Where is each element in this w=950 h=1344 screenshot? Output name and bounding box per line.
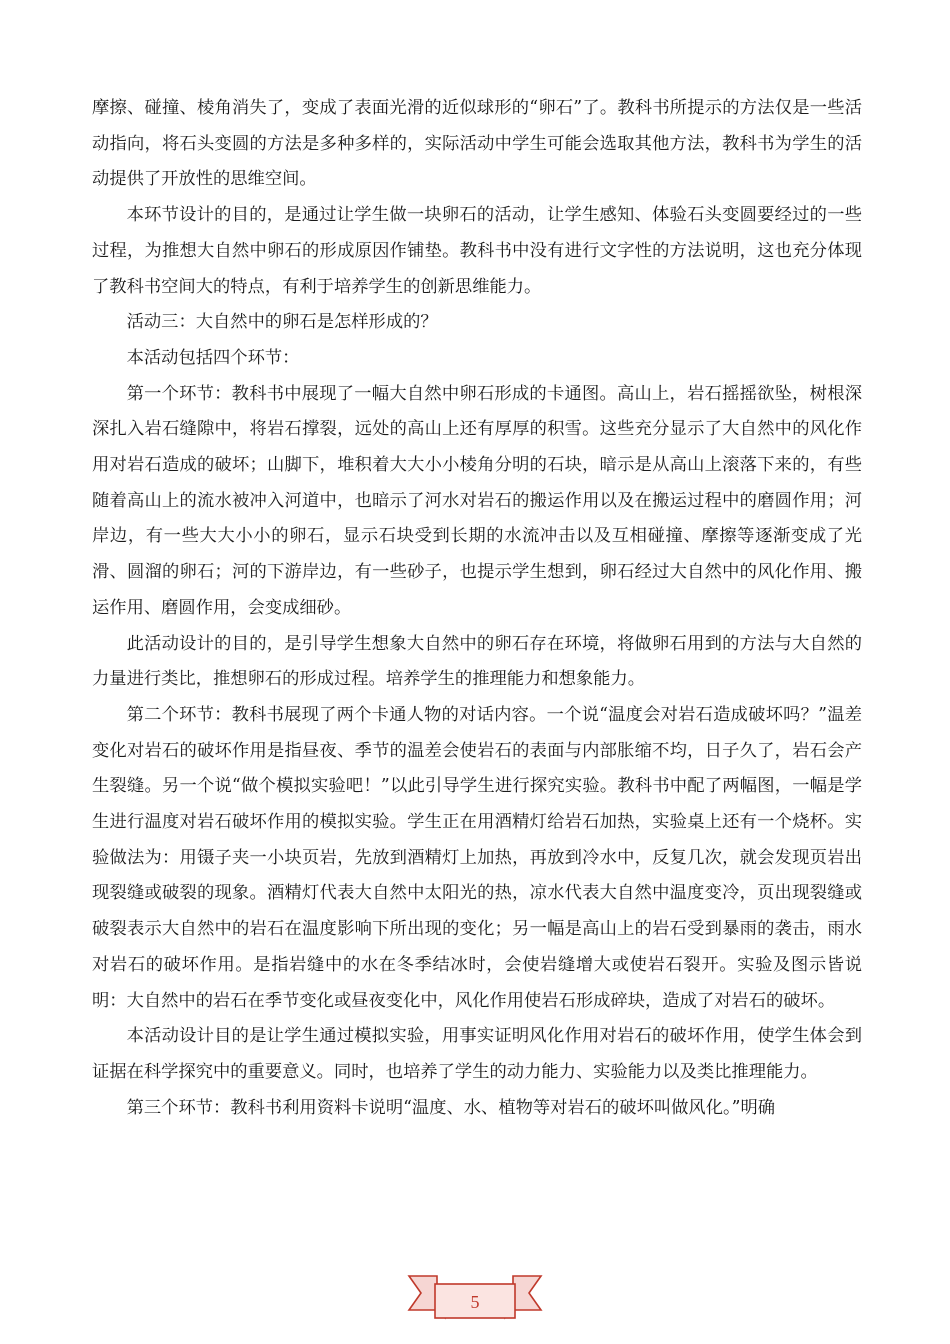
paragraph: 此活动设计的目的，是引导学生想象大自然中的卵石存在环境，将做卵石用到的方法与大自然的力量进行类比，推想卵石的形成过程。培养学生的推理能力和想象能力。 xyxy=(92,633,862,690)
paragraph: 第三个环节：教科书利用资料卡说明“温度、水、植物等对岩石的破坏叫做风化。”明确 xyxy=(126,1097,776,1118)
paragraph: 本活动设计目的是让学生通过模拟实验，用事实证明风化作用对岩石的破坏作用，使学生体会到证据在科学探究中的重要意义。同时，也培养了学生的动力能力、实验能力以及类比推理能力。 xyxy=(92,1026,862,1082)
paragraph: 第二个环节：教科书展现了两个卡通人物的对话内容。一个说“温度会对岩石造成破坏吗？”温差变化对岩石的破坏作用是指昼夜、季节的温差会使岩石的表面与内部胀缩不均，日子久了，岩石会产生裂缝。另一个说“做个模拟实验吧！”以此引导学生进行探究实验。教科书中配了两幅图，一幅是学生进行温度对岩石破坏作用的模拟实验。学生正在用酒精灯给岩石加热，实验桌上还有一个烧杯。实验做法为：用镊子夹一小块页岩，先放到酒精灯上加热，再放到冷水中，反复几次，就会发现页岩出现裂缝或破裂的现象。酒精灯代表大自然中太阳光的热，凉水代表大自然中温度变冷，页出现裂缝或破裂表示大自然中的岩石在温度影响下所出现的变化；另一幅是高山上的岩石受到暴雨的袭击，雨水对岩石的破坏作用。是指岩缝中的水在冬季结冰时，会使岩缝增大或使岩石裂开。实验及图示皆说明：大自然中的岩石在季节变化或昼夜变化中，风化作用使岩石形成碎块，造成了对岩石的破坏。 xyxy=(92,704,862,1011)
paragraph: 本活动包括四个环节： xyxy=(126,347,300,368)
document-body xyxy=(92,91,862,1126)
page-footer xyxy=(405,1262,545,1332)
paragraph: 本环节设计的目的，是通过让学生做一块卵石的活动，让学生感知、体验石头变圆要经过的一些过程，为推想大自然中卵石的形成原因作铺垫。教科书中没有进行文字性的方法说明，这也充分体现了教科书空间大的特点，有利于培养学生的创新思维能力。 xyxy=(92,205,862,297)
paragraph: 摩擦、碰撞、棱角消失了，变成了表面光滑的近似球形的“卵石”了。教科书所提示的方法仅是一些活动指向，将石头变圆的方法是多种多样的，实际活动中学生可能会选取其他方法，教科书为学生的活动提供了开放性的思维空间。 xyxy=(92,98,862,190)
page-number: 5 xyxy=(470,1292,480,1312)
paragraph: 第一个环节：教科书中展现了一幅大自然中卵石形成的卡通图。高山上，岩石摇摇欲坠，树根深深扎入岩石缝隙中，将岩石撑裂，远处的高山上还有厚厚的积雪。这些充分显示了大自然中的风化作用对岩石造成的破坏；山脚下，堆积着大大小小棱角分明的石块，暗示是从高山上滚落下来的，有些随着高山上的流水被冲入河道中，也暗示了河水对岩石的搬运作用以及在搬运过程中的磨圆作用；河岸边，有一些大大小小的卵石，显示石块受到长期的水流冲击以及互相碰撞、摩擦等逐渐变成了光滑、圆溜的卵石；河的下游岸边，有一些砂子，也提示学生想到，卵石经过大自然中的风化作用、搬运作用、磨圆作用，会变成细砂。 xyxy=(92,383,862,618)
activity-heading: 活动三：大自然中的卵石是怎样形成的？ xyxy=(126,312,438,333)
